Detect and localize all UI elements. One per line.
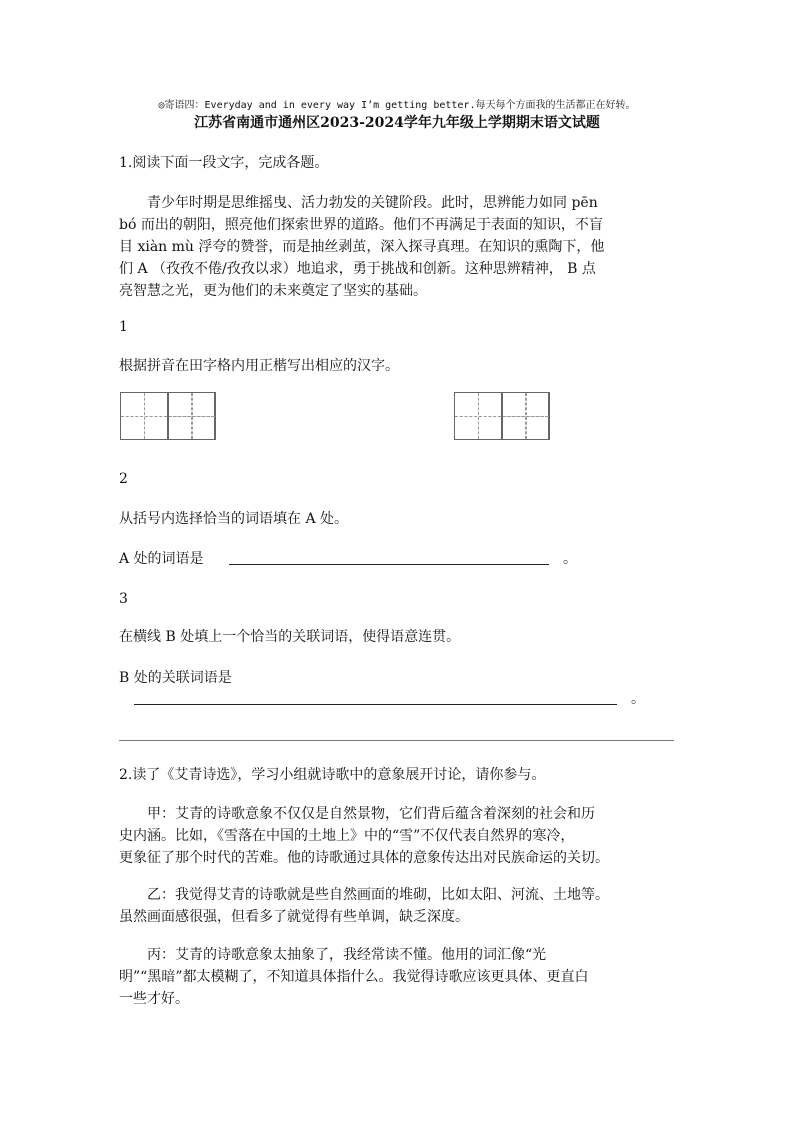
tianzige-cell[interactable] [502,392,550,440]
statement-bing [119,944,679,1010]
sub2-number: 2 [119,471,128,487]
q2-stem: 2.读了《艾青诗选》，学习小组就诗歌中的意象展开讨论，请你参与。 [119,767,546,783]
passage-line: 目 xiàn mù 浮夸的赞誉，而是抽丝剥茧，深入探寻真理。在知识的熏陶下，他 [119,239,605,255]
statement-yi [119,884,679,928]
sub1-number: 1 [119,319,128,335]
answer-line-a[interactable] [229,564,549,565]
motto-line: ◎寄语四：Everyday and in every way I’m getting better.每天每个方面我的生活都正在好转。 [158,100,636,111]
statement-line: 明”“黑暗”都太模糊了，不知道具体指什么。我觉得诗歌应该更具体、更直白 [119,969,589,985]
section-divider [119,740,674,741]
q1-stem: 1.阅读下面一段文字，完成各题。 [119,155,329,171]
statement-line: 甲：艾青的诗歌意象不仅仅是自然景物，它们背后蕴含着深刻的社会和历 [147,806,595,822]
sub2-period: 。 [563,551,577,567]
passage-line: bó 而出的朝阳，照亮他们探索世界的道路。他们不再满足于表面的知识，不盲 [119,217,603,233]
statement-line: 虽然画面感很强，但看多了就觉得有些单调，缺乏深度。 [119,909,469,925]
q1-passage [119,192,679,302]
sub2-instruction: 从括号内选择恰当的词语填在 A 处。 [119,511,349,527]
answer-line-b[interactable] [134,704,617,705]
statement-line: 丙：艾青的诗歌意象太抽象了，我经常读不懂。他用的词汇像“光 [147,947,547,963]
statement-jia [119,803,679,869]
sub3-number: 3 [119,591,128,607]
tianzige-grid-1b[interactable] [168,392,216,440]
tianzige-cell[interactable] [168,392,216,440]
passage-line: 青少年时期是思维摇曳、活力勃发的关键阶段。此时，思辨能力如同 pēn [147,195,598,211]
statement-line: 一些才好。 [119,991,189,1007]
tianzige-cell[interactable] [120,392,168,440]
sub3-period: 。 [631,691,645,707]
statement-line: 乙：我觉得艾青的诗歌就是些自然画面的堆砌，比如太阳、河流、土地等。 [147,887,609,903]
exam-title: 江苏省南通市通州区2023-2024学年九年级上学期期末语文试题 [194,115,600,131]
tianzige-cell[interactable] [454,392,502,440]
sub1-instruction: 根据拼音在田字格内用正楷写出相应的汉字。 [119,358,399,374]
statement-line: 更象征了那个时代的苦难。他的诗歌通过具体的意象传达出对民族命运的关切。 [119,850,609,866]
passage-line: 亮智慧之光，更为他们的未来奠定了坚实的基础。 [119,283,427,299]
statement-line: 史内涵。比如，《雪落在中国的土地上》中的“雪”不仅代表自然界的寒冷， [119,828,575,844]
tianzige-grid-2b[interactable] [502,392,550,440]
sub2-answer-label: A 处的词语是 [119,551,204,567]
passage-line: 们 A （孜孜不倦/孜孜以求）地追求，勇于挑战和创新。这种思辨精神， B 点 [119,261,596,277]
sub3-instruction: 在横线 B 处填上一个恰当的关联词语，使得语意连贯。 [119,629,461,645]
sub3-answer-label: B 处的关联词语是 [119,670,232,686]
